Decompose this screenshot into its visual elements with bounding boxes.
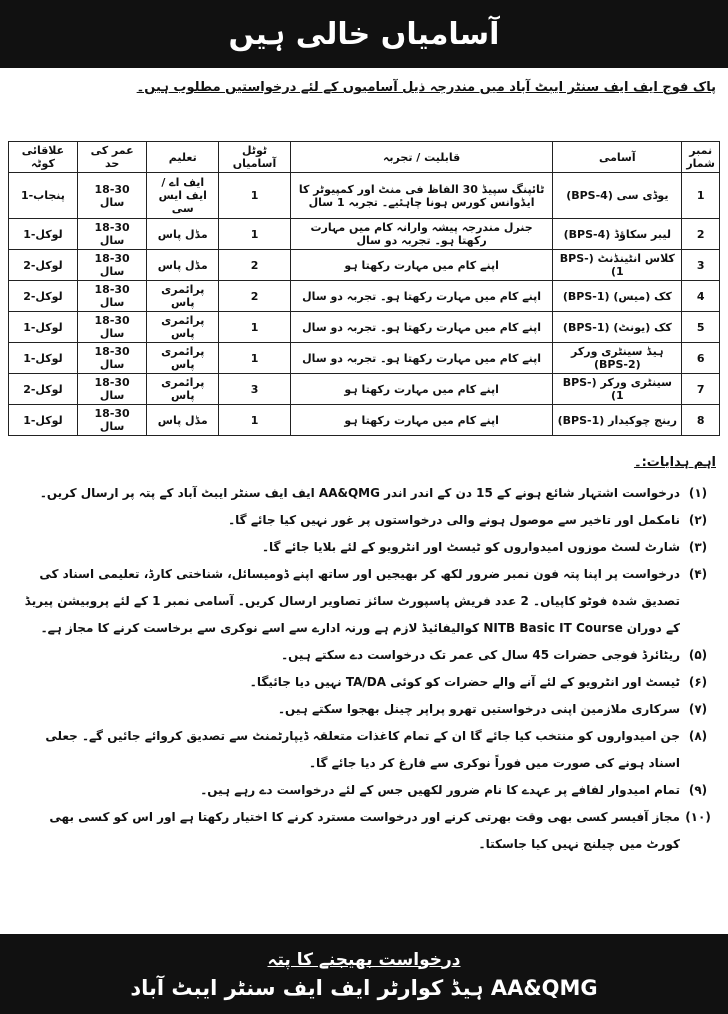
cell-education: پرائمری پاس: [147, 312, 219, 343]
table-row: [9, 281, 720, 312]
cell-education: مڈل پاس: [147, 405, 219, 436]
cell-total-posts: 2: [219, 250, 291, 281]
ad-title: آسامیاں خالی ہیں: [228, 16, 500, 52]
cell-qualification: اپنے کام میں مہارت رکھتا ہو۔ تجربہ دو سال: [290, 312, 552, 343]
cell-education: ایف اے / ایف ایس سی: [147, 173, 219, 219]
instruction-item: [12, 777, 716, 804]
cell-serial: 7: [682, 374, 720, 405]
cell-total-posts: 1: [219, 312, 291, 343]
table-row: [9, 219, 720, 250]
cell-qualification: اپنے کام میں مہارت رکھتا ہو: [290, 405, 552, 436]
cell-quota: لوکل-1: [9, 312, 78, 343]
table-row: [9, 173, 720, 219]
instruction-item: [12, 480, 716, 507]
instruction-number: (۳): [688, 540, 708, 554]
cell-education: مڈل پاس: [147, 219, 219, 250]
instruction-item: [12, 804, 716, 858]
instruction-text: مجاز آفیسر کسی بھی وقت بھرتی کرنے اور درخواست مسترد کرنے کا اختیار رکھتا ہے اور اس کو کسی بھی کورٹ میں چیلنج نہیں کیا جاسکتا۔: [49, 810, 680, 851]
instruction-text: شارٹ لسٹ موزوں امیدواروں کو ٹیسٹ اور انٹرویو کے لئے بلایا جائے گا۔: [262, 540, 680, 554]
cell-education: پرائمری پاس: [147, 374, 219, 405]
cell-qualification: اپنے کام میں مہارت رکھتا ہو۔ تجربہ دو سال: [290, 281, 552, 312]
instruction-number: (۴): [688, 567, 708, 581]
cell-total-posts: 1: [219, 173, 291, 219]
table-row: [9, 374, 720, 405]
cell-post: رینج چوکیدار (BPS-1): [553, 405, 682, 436]
col-header-serial: نمبر شمار: [682, 142, 720, 173]
cell-age-limit: 18-30 سال: [77, 173, 147, 219]
cell-qualification: جنرل مندرجہ پیشہ وارانہ کام میں مہارت رکھتا ہو۔ تجربہ دو سال: [290, 219, 552, 250]
instructions-section: [12, 455, 716, 858]
instruction-text: درخواست پر اپنا پتہ فون نمبر ضرور لکھ کر بھیجیں اور ساتھ اپنے ڈومیسائل، شناختی کارڈ، تعلیمی اسناد کی تصدیق شدہ فوٹو کاپیاں۔ 2 عدد فریش پاسپورٹ سائز تصاویر ارسال کریں۔ آسامی نمبر 1 کے لئے پروبیشن پیریڈ کے دوران NITB Basic IT Course کوالیفائیڈ لازم ہے ورنہ ادارے سے اسے نوکری سے برخاست کرنے کا مجاز ہے۔: [24, 567, 680, 635]
instruction-number: (۸): [688, 729, 708, 743]
cell-quota: لوکل-1: [9, 343, 78, 374]
instruction-text: نامکمل اور تاخیر سے موصول ہونے والی درخواستوں پر غور نہیں کیا جائے گا۔: [228, 513, 680, 527]
cell-education: مڈل پاس: [147, 250, 219, 281]
col-header-quota: علاقائی کوٹہ: [9, 142, 78, 173]
cell-qualification: اپنے کام میں مہارت رکھتا ہو۔ تجربہ دو سال: [290, 343, 552, 374]
cell-age-limit: 18-30 سال: [77, 405, 147, 436]
instruction-text: ٹیسٹ اور انٹرویو کے لئے آنے والے حضرات کو کوئی TA/DA نہیں دیا جائیگا۔: [249, 675, 680, 689]
cell-serial: 6: [682, 343, 720, 374]
cell-age-limit: 18-30 سال: [77, 374, 147, 405]
cell-qualification: ٹائپنگ سپیڈ 30 الفاظ فی منٹ اور کمپیوٹر کا ایڈوانس کورس ہونا چاہئیے۔ تجربہ 1 سال: [290, 173, 552, 219]
table-row: [9, 343, 720, 374]
cell-age-limit: 18-30 سال: [77, 219, 147, 250]
cell-quota: لوکل-1: [9, 405, 78, 436]
instruction-item: [12, 534, 716, 561]
col-header-total-posts: ٹوٹل آسامیاں: [219, 142, 291, 173]
cell-total-posts: 3: [219, 374, 291, 405]
address-banner: [0, 934, 728, 1014]
instruction-item: [12, 723, 716, 777]
col-header-education: تعلیم: [147, 142, 219, 173]
cell-qualification: اپنے کام میں مہارت رکھتا ہو: [290, 250, 552, 281]
cell-quota: لوکل-2: [9, 374, 78, 405]
cell-post: ہیڈ سینٹری ورکر (BPS-2): [553, 343, 682, 374]
cell-total-posts: 2: [219, 281, 291, 312]
cell-age-limit: 18-30 سال: [77, 343, 147, 374]
cell-total-posts: 1: [219, 219, 291, 250]
col-header-post: آسامی: [553, 142, 682, 173]
cell-quota: لوکل-1: [9, 219, 78, 250]
instruction-item: [12, 507, 716, 534]
cell-total-posts: 1: [219, 343, 291, 374]
instruction-item: [12, 561, 716, 642]
vacancies-table: [8, 141, 720, 436]
col-header-age-limit: عمر کی حد: [77, 142, 147, 173]
title-banner: [0, 0, 728, 68]
table-row: [9, 405, 720, 436]
instruction-text: درخواست اشتہار شائع ہونے کے 15 دن کے اندر اندر AA&QMG ایف ایف سنٹر ایبٹ آباد کے پتہ پر ارسال کریں۔: [39, 486, 680, 500]
instructions-heading: اہم ہدایات:۔: [633, 455, 716, 470]
cell-age-limit: 18-30 سال: [77, 281, 147, 312]
cell-quota: لوکل-2: [9, 250, 78, 281]
cell-quota: لوکل-2: [9, 281, 78, 312]
cell-quota: پنجاب-1: [9, 173, 78, 219]
address-text: AA&QMG ہیڈ کوارٹر ایف ایف سنٹر ایبٹ آباد: [130, 975, 598, 1000]
cell-post: سینٹری ورکر (BPS-1): [553, 374, 682, 405]
table-row: [9, 250, 720, 281]
cell-education: پرائمری پاس: [147, 343, 219, 374]
instruction-number: (۹): [688, 783, 708, 797]
cell-post: یوڈی سی (BPS-4): [553, 173, 682, 219]
cell-total-posts: 1: [219, 405, 291, 436]
instruction-number: (۷): [688, 702, 708, 716]
instruction-number: (۲): [688, 513, 708, 527]
instruction-text: جن امیدواروں کو منتخب کیا جائے گا ان کے تمام کاغذات متعلقہ ڈیپارٹمنٹ سے تصدیق کروائے جائیں گے۔ جعلی اسناد ہونے کی صورت میں فوراً نوکری سے فارغ کر دیا جائے گا۔: [45, 729, 680, 770]
cell-age-limit: 18-30 سال: [77, 250, 147, 281]
cell-qualification: اپنے کام میں مہارت رکھتا ہو: [290, 374, 552, 405]
instruction-item: [12, 642, 716, 669]
cell-serial: 2: [682, 219, 720, 250]
cell-post: کک (یونٹ) (BPS-1): [553, 312, 682, 343]
instruction-text: ریٹائرڈ فوجی حضرات 45 سال کی عمر تک درخواست دے سکتے ہیں۔: [281, 648, 680, 662]
cell-post: کلاس انٹینڈنٹ (BPS-1): [553, 250, 682, 281]
instruction-number: (۵): [688, 648, 708, 662]
cell-post: کک (میس) (BPS-1): [553, 281, 682, 312]
instruction-item: [12, 669, 716, 696]
cell-post: لیبر سکاؤڈ (BPS-4): [553, 219, 682, 250]
address-label: درخواست بھیجنے کا پتہ: [267, 949, 461, 970]
instruction-text: سرکاری ملازمین اپنی درخواستیں تھرو پراپر چینل بھجوا سکتے ہیں۔: [278, 702, 680, 716]
cell-age-limit: 18-30 سال: [77, 312, 147, 343]
cell-serial: 8: [682, 405, 720, 436]
col-header-qualification: قابلیت / تجربہ: [290, 142, 552, 173]
table-row: [9, 312, 720, 343]
instruction-number: (۱۰): [685, 810, 711, 824]
cell-serial: 4: [682, 281, 720, 312]
cell-serial: 3: [682, 250, 720, 281]
instruction-number: (۱): [688, 486, 708, 500]
cell-education: پرائمری پاس: [147, 281, 219, 312]
cell-serial: 5: [682, 312, 720, 343]
table-header-row: [9, 142, 720, 173]
instruction-number: (۶): [688, 675, 708, 689]
cell-serial: 1: [682, 173, 720, 219]
instruction-text: تمام امیدوار لفافے پر عہدے کا نام ضرور لکھیں جس کے لئے درخواست دے رہے ہیں۔: [200, 783, 680, 797]
instruction-item: [12, 696, 716, 723]
intro-text: پاک فوج ایف ایف سنٹر ایبٹ آباد میں مندرجہ ذیل آسامیوں کے لئے درخواستیں مطلوب ہیں۔: [136, 80, 716, 95]
